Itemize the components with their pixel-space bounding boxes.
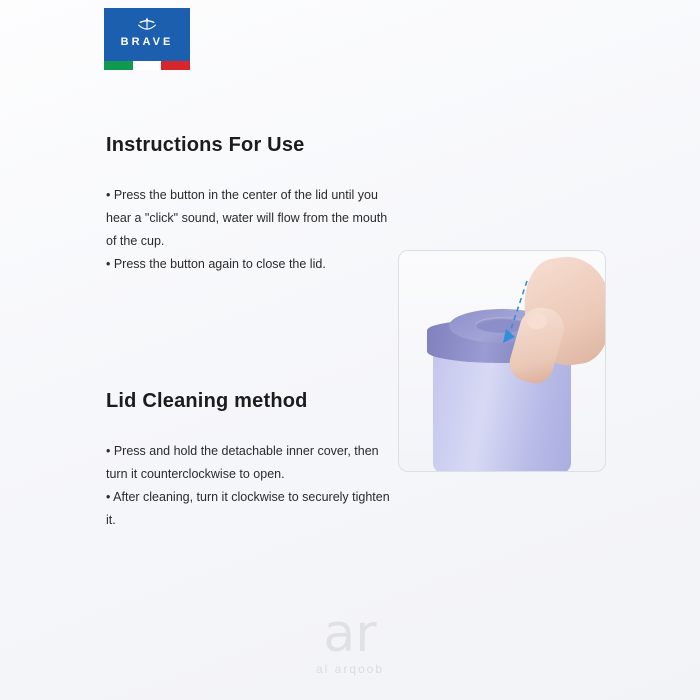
section-title: Instructions For Use [106,134,305,156]
section-body [106,440,396,533]
watermark-glyph: ar [323,604,377,664]
fingernail [527,313,547,329]
section-lid-cleaning-method [0,378,700,628]
section-instructions-for-use [0,122,700,362]
watermark [0,604,700,676]
brand-name: BRAVE [120,36,174,48]
section-body [106,184,396,277]
bullet-item: • Press and hold the detachable inner cover, then turn it counterclockwise to open. [106,444,379,482]
watermark-text: al arqoob [315,662,385,676]
bullet-item: • After cleaning, turn it clockwise to securely tighten it. [106,490,390,528]
section-title: Lid Cleaning method [106,390,308,412]
brand-logo [104,8,190,70]
bullet-item: • Press the button in the center of the lid until you hear a "click" sound, water will flow from the mouth of the cup. [106,188,388,249]
bullet-item: • Press the button again to close the lid. [106,257,326,272]
italy-flag-icon [104,61,190,70]
anchor-emblem-icon [132,16,162,32]
